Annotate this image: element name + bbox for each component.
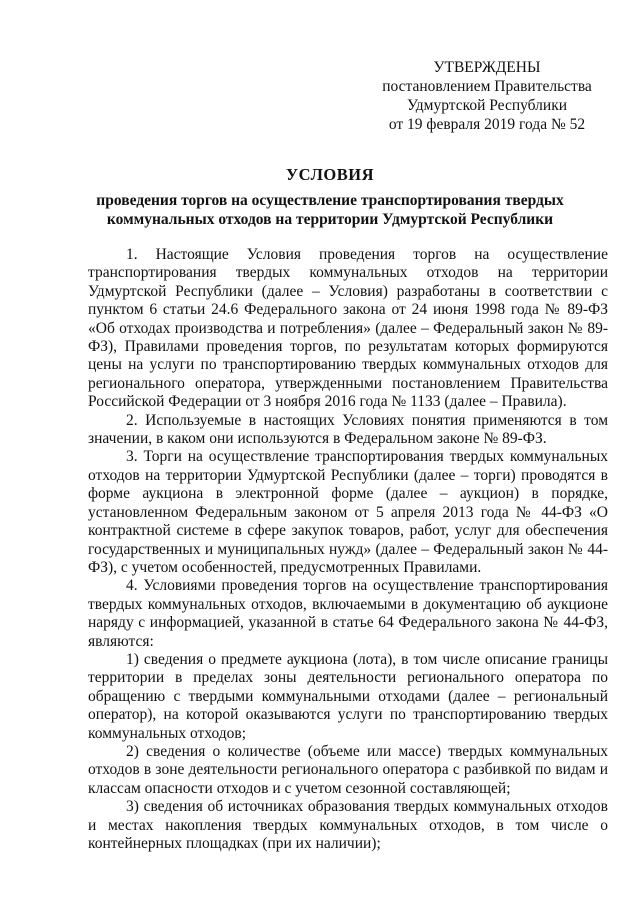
approved-heading: УТВЕРЖДЕНЫ xyxy=(433,59,541,76)
paragraph-2: 2. Используемые в настоящих Условиях понятия применяются в том значении, в каком они используются в Федеральном законе № 89-ФЗ. xyxy=(88,411,608,448)
approved-line-1: постановлением Правительства xyxy=(382,78,592,95)
document-title: УСЛОВИЯ xyxy=(286,165,374,184)
document-body xyxy=(88,246,608,853)
approved-line-3: от 19 февраля 2019 года № 52 xyxy=(388,116,586,133)
paragraph-3: 3. Торги на осуществление транспортирования твердых коммунальных отходов на территории Удмуртской Республики (далее – торги) проводятся в форме аукциона в электронной форме (далее – аукцион) в порядке, установленном Федеральным законом от 5 апреля 2013 года № 44-ФЗ «О контрактной системе в сфере закупок товаров, работ, услуг для обеспечения государственных и муниципальных нужд» (далее – Федеральный закон № 44-ФЗ), с учетом особенностей, предусмотренных Правилами. xyxy=(88,448,608,576)
subitem-3: 3) сведения об источниках образования твердых коммунальных отходов и местах накопления твердых коммунальных отходов, в том числе о контейнерных площадках (при их наличии); xyxy=(88,798,608,852)
document-subtitle: проведения торгов на осуществление транспортирования твердых коммунальных отходов на территории Удмуртской Республики xyxy=(96,192,564,228)
subitem-2: 2) сведения о количестве (объеме или массе) твердых коммунальных отходов в зоне деятельности регионального оператора с разбивкой по видам и классам опасности отходов и с учетом сезонной составляющей; xyxy=(88,742,608,797)
subitem-1: 1) сведения о предмете аукциона (лота), в том числе описание границы территории в пределах зоны деятельности регионального оператора по обращению с твердыми коммунальными отходами (далее – региональный оператор), на которой оказываются услуги по транспортированию твердых коммунальных отходов; xyxy=(88,650,608,742)
approved-line-2: Удмуртской Республики xyxy=(406,97,568,114)
paragraph-4: 4. Условиями проведения торгов на осуществление транспортирования твердых коммунальных отходов, включаемыми в документацию об аукционе наряду с информацией, указанной в статье 64 Федерального закона № 44-ФЗ, являются: xyxy=(88,577,608,650)
paragraph-1: 1. Настоящие Условия проведения торгов на осуществление транспортирования твердых коммунальных отходов на территории Удмуртской Республики (далее – Условия) разработаны в соответствии с пунктом 6 статьи 24.6 Федерального закона от 24 июня 1998 года № 89-ФЗ «Об отходах производства и потребления» (далее – Федеральный закон № 89-ФЗ), Правилами проведения торгов, по результатам которых формируются цены на услуги по транспортированию твердых коммунальных отходов для регионального оператора, утвержденными постановлением Правительства Российской Федерации от 3 ноября 2016 года № 1133 (далее – Правила). xyxy=(88,246,608,411)
approval-stamp-block xyxy=(372,58,602,134)
document-title-block xyxy=(60,165,600,229)
